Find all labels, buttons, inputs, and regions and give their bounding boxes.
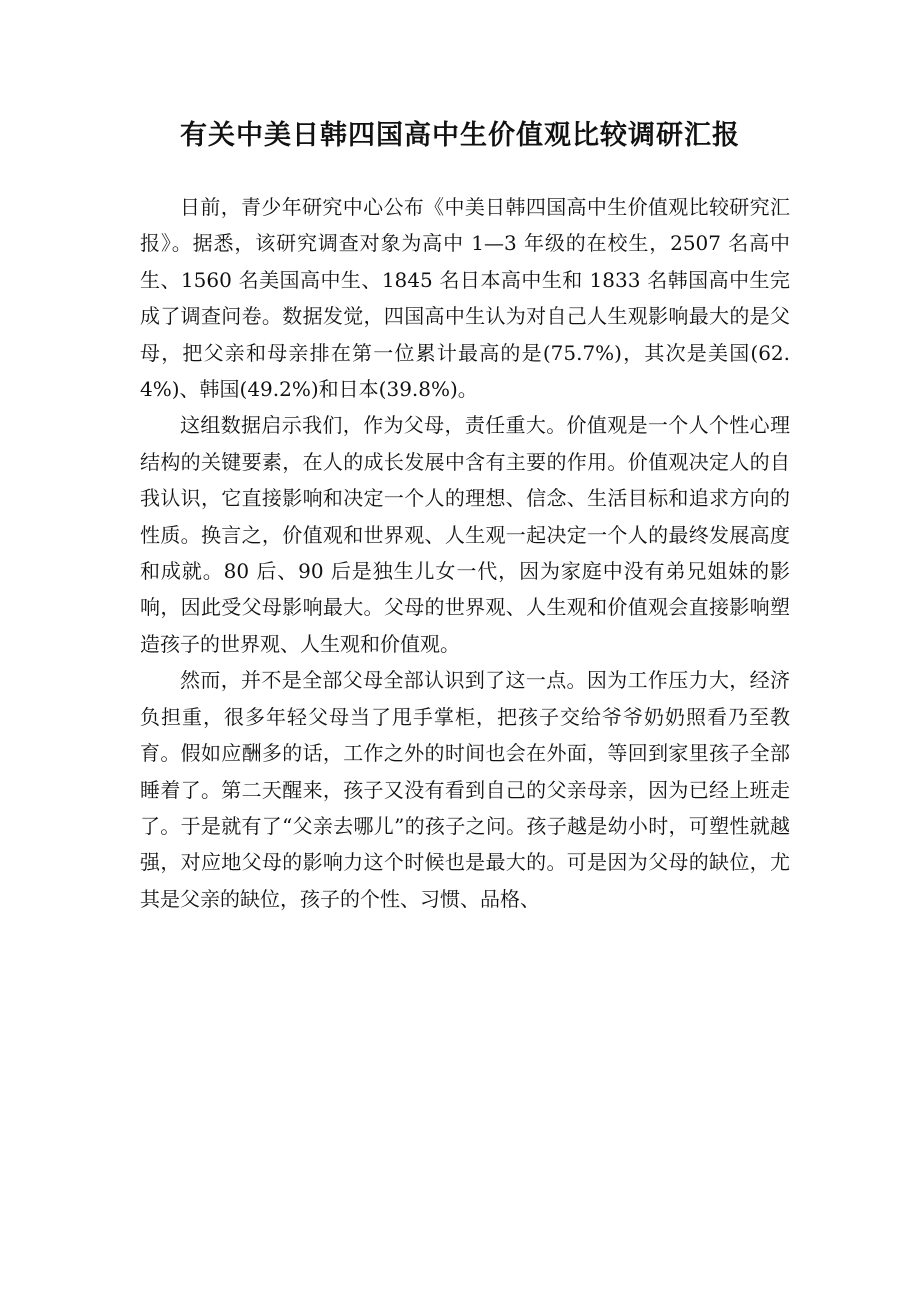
document-body <box>140 189 790 917</box>
paragraph-3: 然而，并不是全部父母全部认识到了这一点。因为工作压力大，经济负担重，很多年轻父母当了甩手掌柜，把孩子交给爷爷奶奶照看乃至教育。假如应酬多的话，工作之外的时间也会在外面，等回到家里孩子全部睡着了。第二天醒来，孩子又没有看到自己的父亲母亲，因为已经上班走了。于是就有了“父亲去哪儿”的孩子之问。孩子越是幼小时，可塑性就越强，对应地父母的影响力这个时候也是最大的。可是因为父母的缺位，尤其是父亲的缺位，孩子的个性、习惯、品格、 <box>140 668 790 911</box>
document-title: 有关中美日韩四国高中生价值观比较调研汇报 <box>180 120 740 151</box>
paragraph-2: 这组数据启示我们，作为父母，责任重大。价值观是一个人个性心理结构的关键要素，在人的成长发展中含有主要的作用。价值观决定人的自我认识，它直接影响和决定一个人的理想、信念、生活目标和追求方向的性质。换言之，价值观和世界观、人生观一起决定一个人的最终发展高度和成就。80 后、90 后是独生儿女一代，因为家庭中没有弟兄姐妹的影响，因此受父母影响最大。父母的世界观、人生观和价值观会直接影响塑造孩子的世界观、人生观和价值观。 <box>140 413 790 656</box>
paragraph-1: 日前，青少年研究中心公布《中美日韩四国高中生价值观比较研究汇报》。据悉，该研究调查对象为高中 1—3 年级的在校生，2507 名高中生、1560 名美国高中生、1845 名日本高中生和 1833 名韩国高中生完成了调查问卷。数据发觉，四国高中生认为对自己人生观影响最大的是父母，把父亲和母亲排在第一位累计最高的是(75.7%)，其次是美国(62.4%)、韩国(49.2%)和日本(39.8%)。 <box>140 195 790 402</box>
